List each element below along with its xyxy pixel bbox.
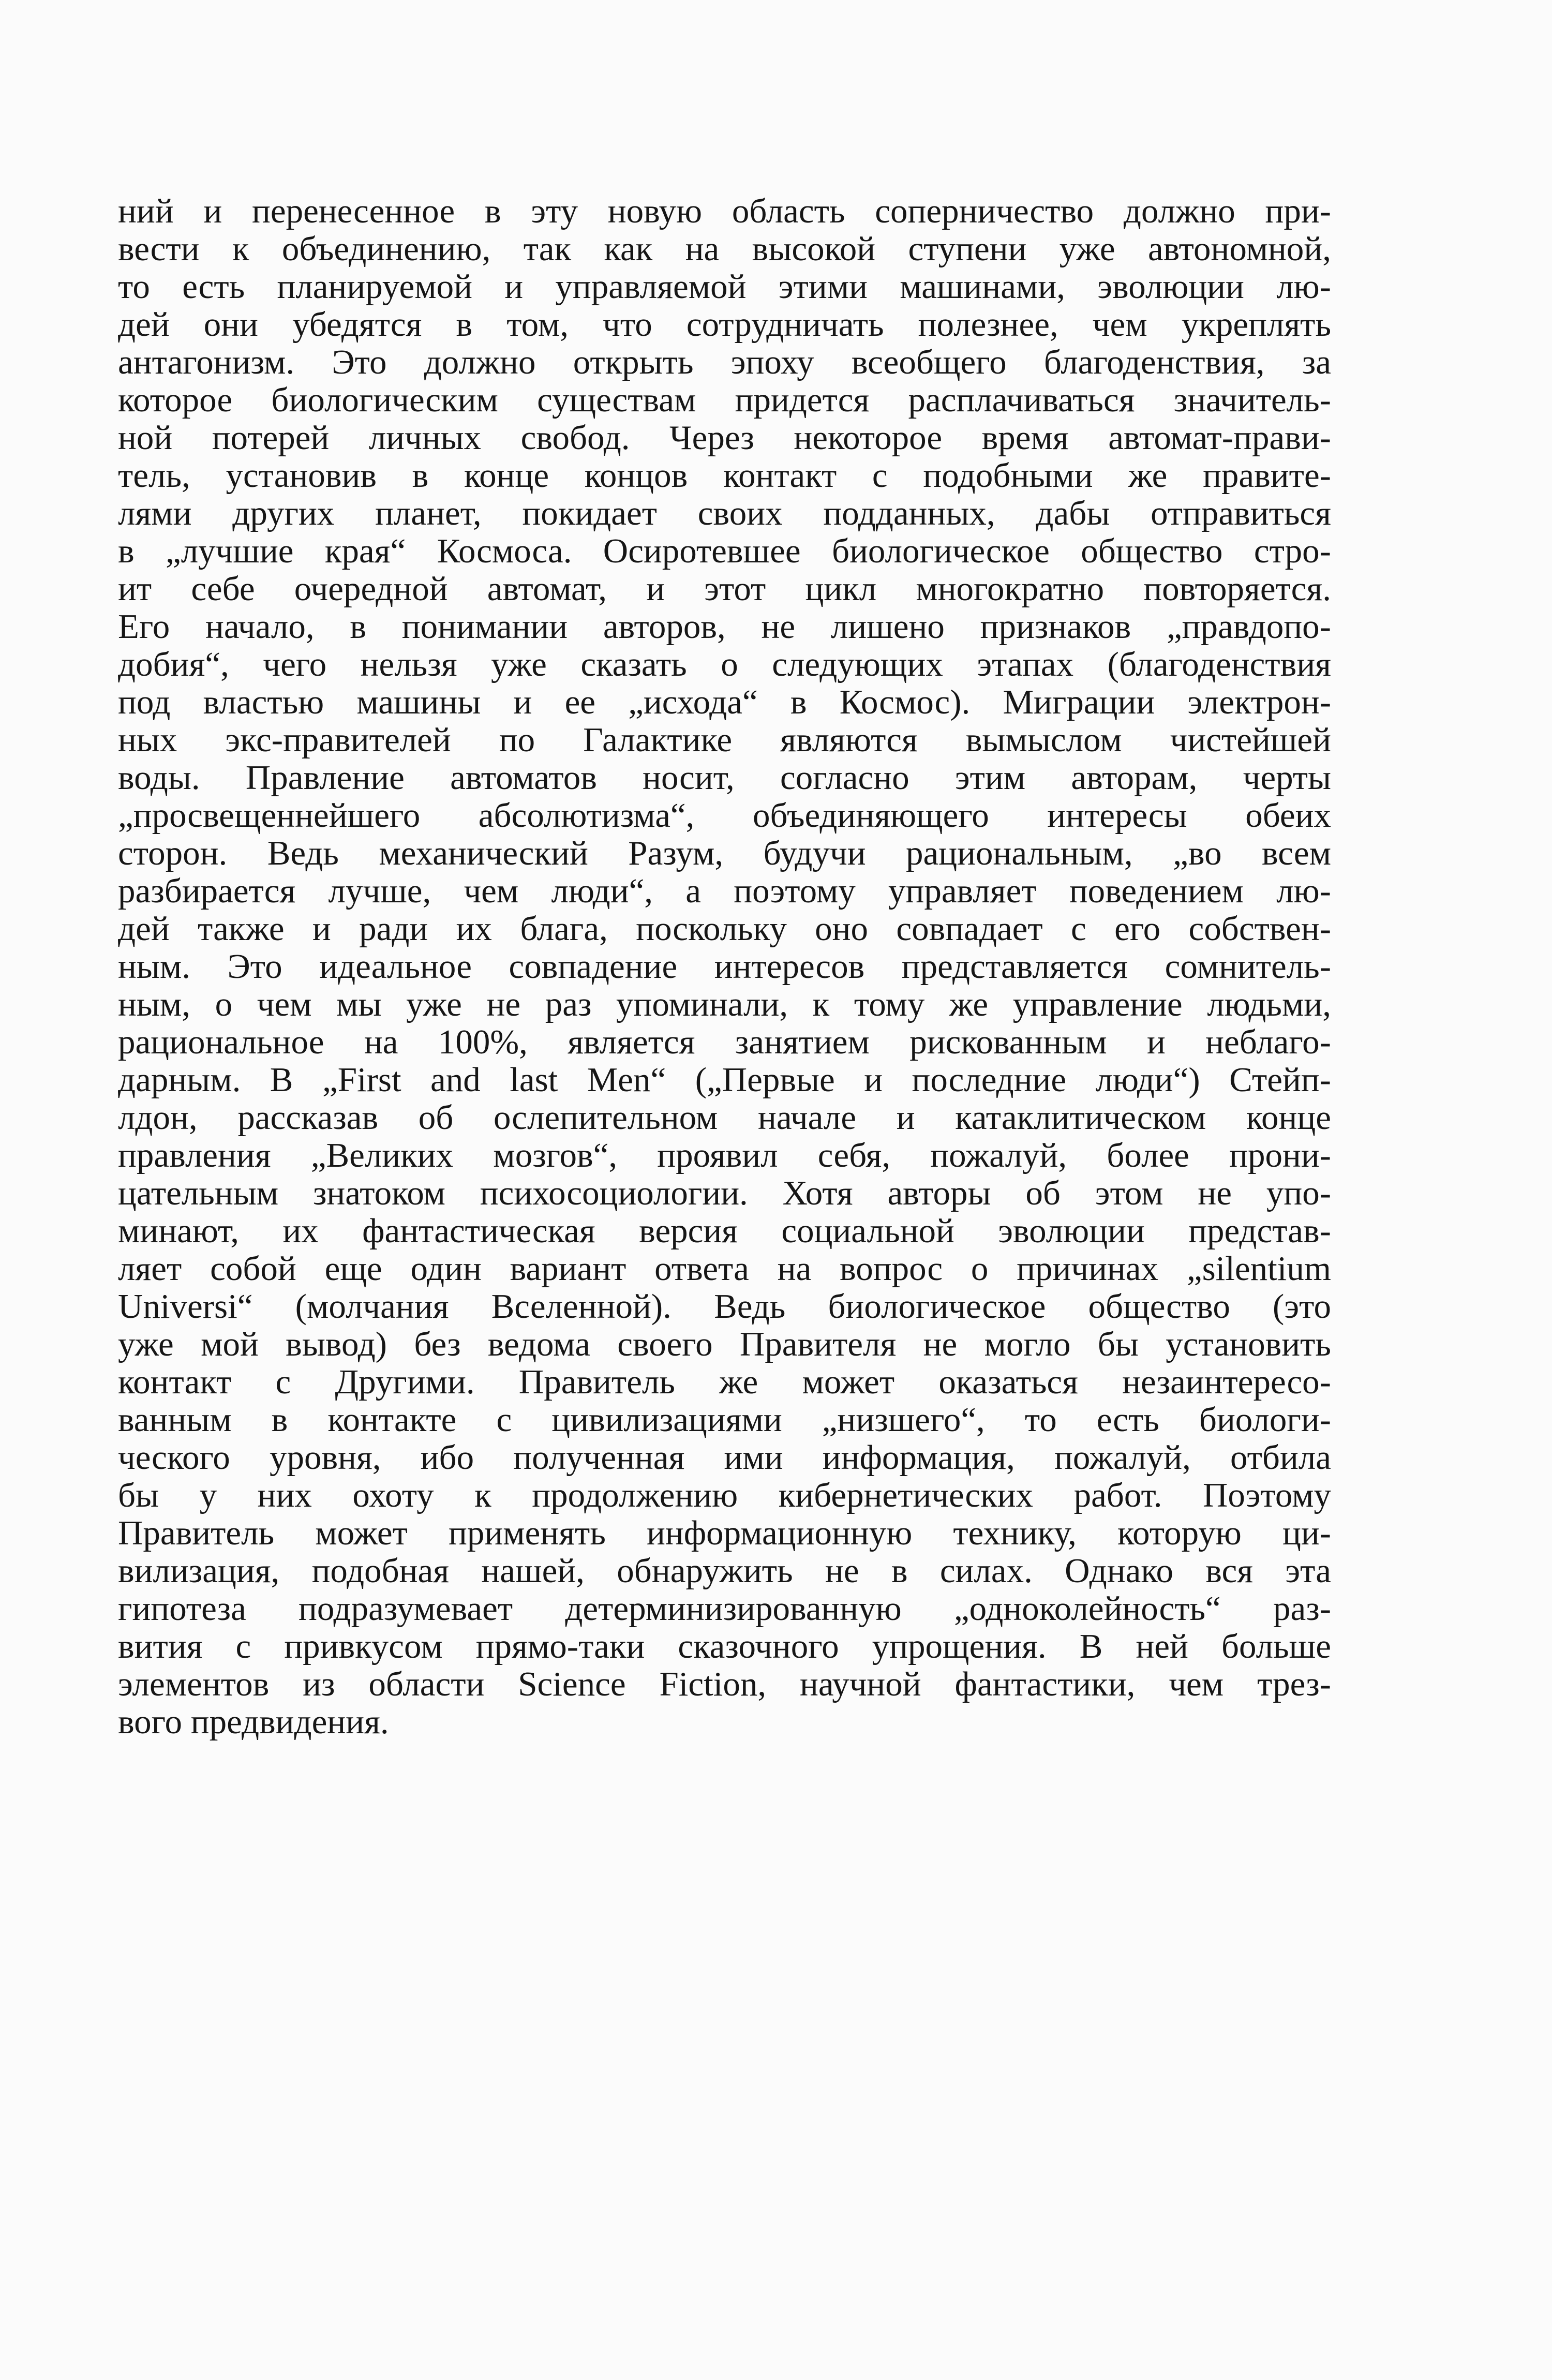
text-line: антагонизм. Это должно открыть эпоху всеобщего благоденствия, за	[118, 344, 1331, 381]
text-line: вого предвидения.	[118, 1703, 389, 1741]
text-line: разбирается лучше, чем люди“, а поэтому управляет поведением лю-	[118, 872, 1331, 910]
text-line: ным, о чем мы уже не раз упоминали, к тому же управление людьми,	[118, 986, 1331, 1023]
text-line: ной потерей личных свобод. Через некоторое время автомат-прави-	[118, 419, 1331, 457]
text-line: „просвещеннейшего абсолютизма“, объединяющего интересы обеих	[118, 797, 1331, 835]
text-line: сторон. Ведь механический Разум, будучи рациональным, „во всем	[118, 835, 1331, 872]
text-line: ным. Это идеальное совпадение интересов представляется сомнитель-	[118, 948, 1331, 986]
text-line: дарным. В „First and last Men“ („Первые и последние люди“) Стейп-	[118, 1061, 1331, 1099]
text-line: под властью машины и ее „исхода“ в Космос). Миграции электрон-	[118, 683, 1331, 721]
text-line: контакт с Другими. Правитель же может оказаться незаинтересо-	[118, 1363, 1331, 1401]
text-line: дей они убедятся в том, что сотрудничать полезнее, чем укреплять	[118, 306, 1331, 344]
text-line: тель, установив в конце концов контакт с подобными же правите-	[118, 457, 1331, 495]
text-line: Universi“ (молчания Вселенной). Ведь биологическое общество (это	[118, 1288, 1331, 1326]
text-line: Правитель может применять информационную технику, которую ци-	[118, 1514, 1331, 1552]
text-line: цательным знатоком психосоциологии. Хотя авторы об этом не упо-	[118, 1174, 1331, 1212]
text-line: вития с привкусом прямо-таки сказочного упрощения. В ней больше	[118, 1628, 1331, 1665]
text-line: элементов из области Science Fiction, научной фантастики, чем трез-	[118, 1665, 1331, 1703]
text-line: бы у них охоту к продолжению кибернетических работ. Поэтому	[118, 1477, 1331, 1514]
text-line: вести к объединению, так как на высокой ступени уже автономной,	[118, 230, 1331, 268]
text-line: ляет собой еще один вариант ответа на вопрос о причинах „silentium	[118, 1250, 1331, 1288]
text-line: воды. Правление автоматов носит, согласно этим авторам, черты	[118, 759, 1331, 797]
text-line: рациональное на 100%, является занятием рискованным и неблаго-	[118, 1023, 1331, 1061]
text-line: ческого уровня, ибо полученная ими информация, пожалуй, отбила	[118, 1439, 1331, 1477]
text-line: вилизация, подобная нашей, обнаружить не в силах. Однако вся эта	[118, 1552, 1331, 1590]
text-line: лдон, рассказав об ослепительном начале и катаклитическом конце	[118, 1099, 1331, 1137]
text-line: ит себе очередной автомат, и этот цикл многократно повторяется.	[118, 570, 1331, 608]
text-line: дей также и ради их блага, поскольку оно совпадает с его собствен-	[118, 910, 1331, 948]
text-line: лями других планет, покидает своих подданных, дабы отправиться	[118, 495, 1331, 532]
text-line: гипотеза подразумевает детерминизированную „одноколейность“ раз-	[118, 1590, 1331, 1628]
text-line: Его начало, в понимании авторов, не лишено признаков „правдопо-	[118, 608, 1331, 646]
text-line: минают, их фантастическая версия социальной эволюции представ-	[118, 1212, 1331, 1250]
text-line: ний и перенесенное в эту новую область соперничество должно при-	[118, 192, 1331, 230]
text-line: то есть планируемой и управляемой этими машинами, эволюции лю-	[118, 268, 1331, 306]
text-line: уже мой вывод) без ведома своего Правителя не могло бы установить	[118, 1326, 1331, 1363]
text-line: ванным в контакте с цивилизациями „низшего“, то есть биологи-	[118, 1401, 1331, 1439]
text-line: правления „Великих мозгов“, проявил себя, пожалуй, более прони-	[118, 1137, 1331, 1174]
text-line: ных экс-правителей по Галактике являются вымыслом чистейшей	[118, 721, 1331, 759]
text-line: которое биологическим существам придется расплачиваться значитель-	[118, 381, 1331, 419]
text-line: в „лучшие края“ Космоса. Осиротевшее биологическое общество стро-	[118, 532, 1331, 570]
text-line: добия“, чего нельзя уже сказать о следующих этапах (благоденствия	[118, 646, 1331, 683]
body-text	[118, 192, 1331, 1741]
